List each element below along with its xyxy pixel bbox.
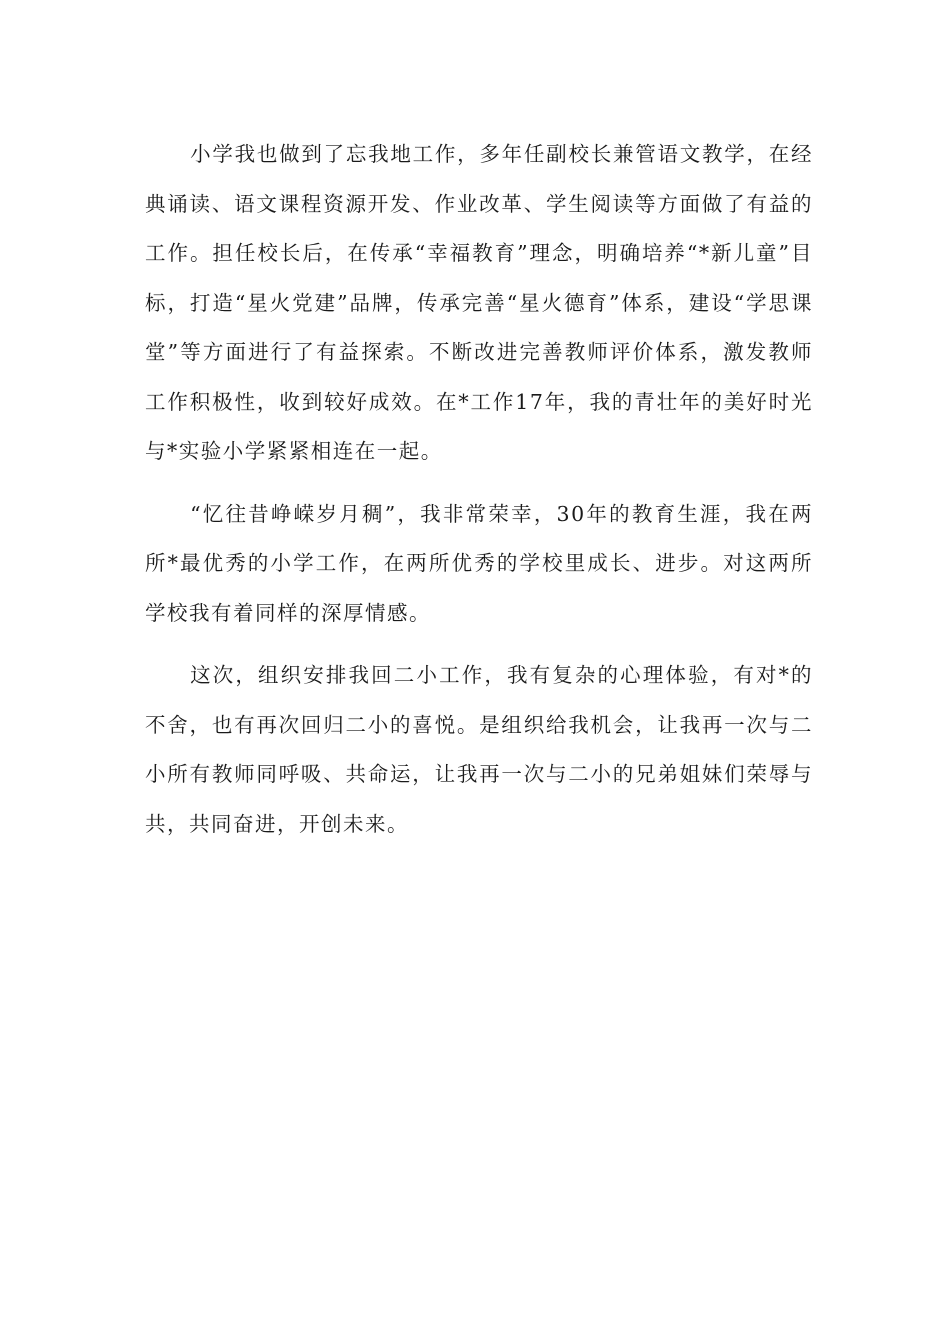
paragraph-1: 小学我也做到了忘我地工作，多年任副校长兼管语文教学，在经典诵读、语文课程资源开发、作业改革、学生阅读等方面做了有益的工作。担任校长后，在传承“幸福教育”理念，明确培养“*新儿童”目标，打造“星火党建”品牌，传承完善“星火德育”体系，建设“学思课堂”等方面进行了有益探索。不断改进完善教师评价体系，激发教师工作积极性，收到较好成效。在*工作17年，我的青壮年的美好时光与*实验小学紧紧相连在一起。 [145, 142, 813, 463]
paragraph-3: 这次，组织安排我回二小工作，我有复杂的心理体验，有对*的不舍，也有再次回归二小的喜悦。是组织给我机会，让我再一次与二小所有教师同呼吸、共命运，让我再一次与二小的兄弟姐妹们荣辱与共，共同奋进，开创未来。 [145, 663, 813, 836]
document-body [145, 130, 813, 849]
paragraph-2: “忆往昔峥嵘岁月稠”，我非常荣幸，30年的教育生涯，我在两所*最优秀的小学工作，在两所优秀的学校里成长、进步。对这两所学校我有着同样的深厚情感。 [145, 501, 813, 625]
